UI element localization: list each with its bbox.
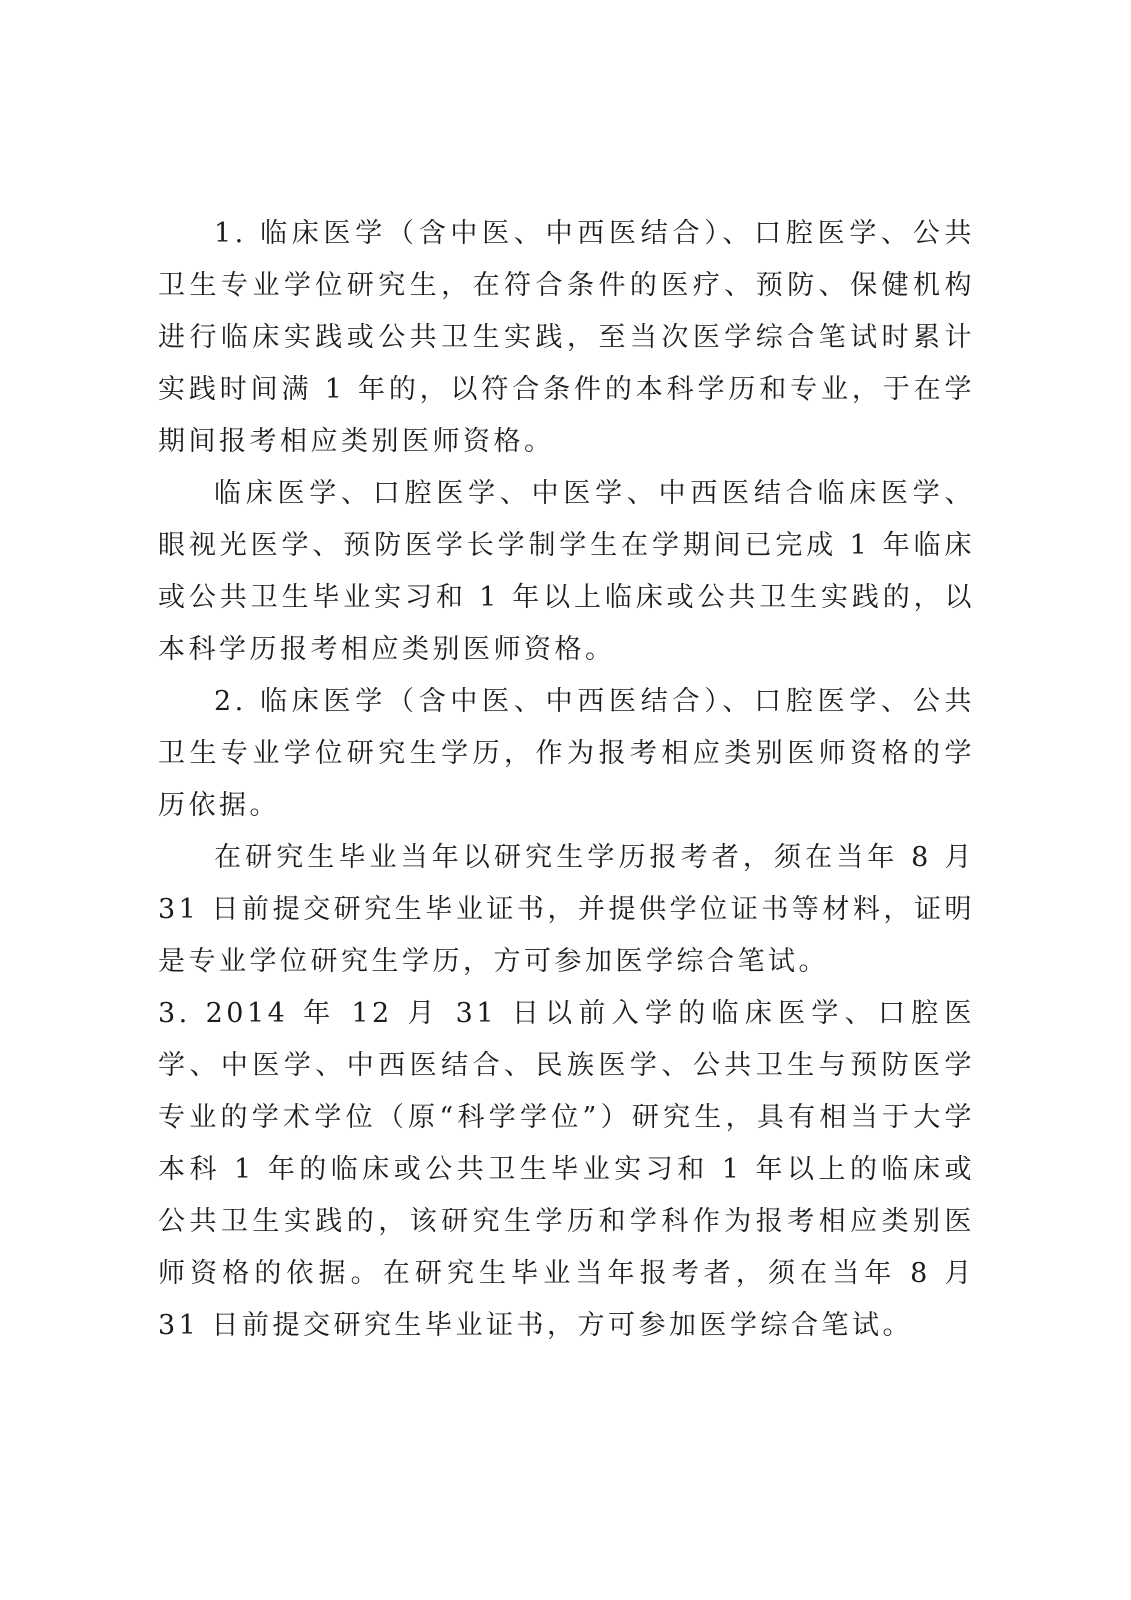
paragraph-item-3: 3. 2014 年 12 月 31 日以前入学的临床医学、口腔医学、中医学、中西医结合、民族医学、公共卫生与预防医学专业的学术学位（原“科学学位”）研究生，具有相当于大学本科 1 年的临床或公共卫生毕业实习和 1 年以上的临床或公共卫生实践的，该研究生学历和学科作为报考相应类别医师资格的依据。在研究生毕业当年报考者，须在当年 8 月 31 日前提交研究生毕业证书，方可参加医学综合笔试。 — [158, 998, 975, 1341]
paragraph-item-1-supplement: 临床医学、口腔医学、中医学、中西医结合临床医学、眼视光医学、预防医学长学制学生在学期间已完成 1 年临床或公共卫生毕业实习和 1 年以上临床或公共卫生实践的，以本科学历报考相应类别医师资格。 — [158, 478, 975, 665]
paragraph-item-2-supplement: 在研究生毕业当年以研究生学历报考者，须在当年 8 月 31 日前提交研究生毕业证书，并提供学位证书等材料，证明是专业学位研究生学历，方可参加医学综合笔试。 — [158, 842, 975, 977]
paragraph-item-2: 2. 临床医学（含中医、中西医结合）、口腔医学、公共卫生专业学位研究生学历，作为报考相应类别医师资格的学历依据。 — [158, 686, 975, 821]
paragraph-item-1: 1. 临床医学（含中医、中西医结合）、口腔医学、公共卫生专业学位研究生，在符合条件的医疗、预防、保健机构进行临床实践或公共卫生实践，至当次医学综合笔试时累计实践时间满 1 年的，以符合条件的本科学历和专业，于在学期间报考相应类别医师资格。 — [158, 218, 975, 457]
document-body — [158, 208, 975, 1352]
